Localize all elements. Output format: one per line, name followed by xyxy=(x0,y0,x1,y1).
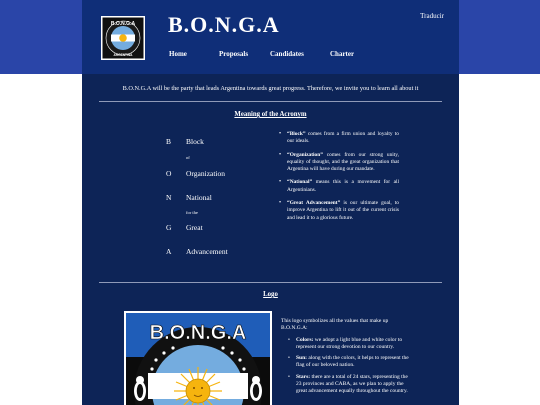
acronym-word: Great xyxy=(186,223,203,232)
bonga-logo-small[interactable] xyxy=(101,16,145,60)
logo-small-bottom-text: ARGENTINA xyxy=(113,53,133,57)
acronym-word: Organization xyxy=(186,169,226,178)
acronym-word: Block xyxy=(186,137,204,146)
intro-text: B.O.N.G.A will be the party that leads Argentina towards great progress. Therefore, we invite you to learn all about it xyxy=(122,85,419,92)
symbol-key: Colors: xyxy=(296,336,314,343)
symbol-text: there are a total of 24 stars, representing the 23 provinces and CABA, as we plan to apply the great advancement equally throughout the country. xyxy=(296,373,408,395)
nav-charter[interactable]: Charter xyxy=(330,50,355,58)
acronym-definitions xyxy=(278,131,399,228)
definition-text: comes from a firm union and loyalty to our ideals. xyxy=(287,131,399,145)
nav-candidates[interactable]: Candidates xyxy=(270,50,304,58)
acronym-word: National xyxy=(186,193,212,202)
divider xyxy=(99,101,442,102)
acronym-letter: A xyxy=(166,247,172,256)
logo-large-text: B.O.N.G.A xyxy=(149,322,247,344)
nav-home[interactable]: Home xyxy=(169,50,187,58)
acronym-letter: O xyxy=(166,169,172,178)
acronym-heading: Meaning of the Acronym xyxy=(234,111,307,118)
definition-text: is our ultimate goal, to improve Argentina to lift it out of the current crisis and lead it to a glorious future. xyxy=(287,200,399,221)
definition-text: comes from our strong unity, equality of thought, and the great organization that Argentina will have during our mandate. xyxy=(287,151,399,173)
definition-text: means this is a movement for all Argentinians. xyxy=(287,179,399,193)
translate-link[interactable]: Traducir xyxy=(420,12,444,20)
definition-term: “Block” xyxy=(287,131,306,137)
acronym-connector-for-the: for the xyxy=(186,210,198,215)
definition-item xyxy=(287,200,399,222)
definition-item xyxy=(287,179,399,194)
site-title: B.O.N.G.A xyxy=(168,12,280,37)
definition-term: “Organization” xyxy=(287,151,323,158)
definition-item xyxy=(287,152,399,174)
definition-item xyxy=(287,131,399,146)
logo-lead: This logo symbolizes all the values that make up B.O.N.G.A: xyxy=(281,318,389,332)
symbol-text: we adopt a light blue and white color to represent our strong devotion to our country. xyxy=(296,336,403,350)
symbol-text: along with the colors, it helps to represent the flag of our beloved nation. xyxy=(296,355,409,369)
logo-description xyxy=(281,318,409,400)
acronym-letter: B xyxy=(166,137,172,146)
site-header xyxy=(82,0,459,74)
symbol-item xyxy=(296,337,409,352)
nav-proposals[interactable]: Proposals xyxy=(219,50,249,58)
acronym-letter: N xyxy=(166,193,172,202)
symbol-key: Sun: xyxy=(296,355,308,362)
logo-heading: Logo xyxy=(263,291,278,298)
definition-term: “Great Advancement” xyxy=(287,200,341,207)
symbol-item xyxy=(296,374,409,396)
symbol-key: Stars: xyxy=(296,373,311,380)
divider xyxy=(99,282,442,283)
acronym-letter: G xyxy=(166,223,172,232)
acronym-connector-of: of xyxy=(186,155,190,160)
acronym-word: Advancement xyxy=(186,247,228,256)
symbol-item xyxy=(296,355,409,370)
bonga-logo-large xyxy=(124,311,272,405)
logo-small-top-text: B.O.N.G.A xyxy=(110,21,136,27)
page-container xyxy=(82,0,459,405)
definition-term: “National” xyxy=(287,179,313,186)
